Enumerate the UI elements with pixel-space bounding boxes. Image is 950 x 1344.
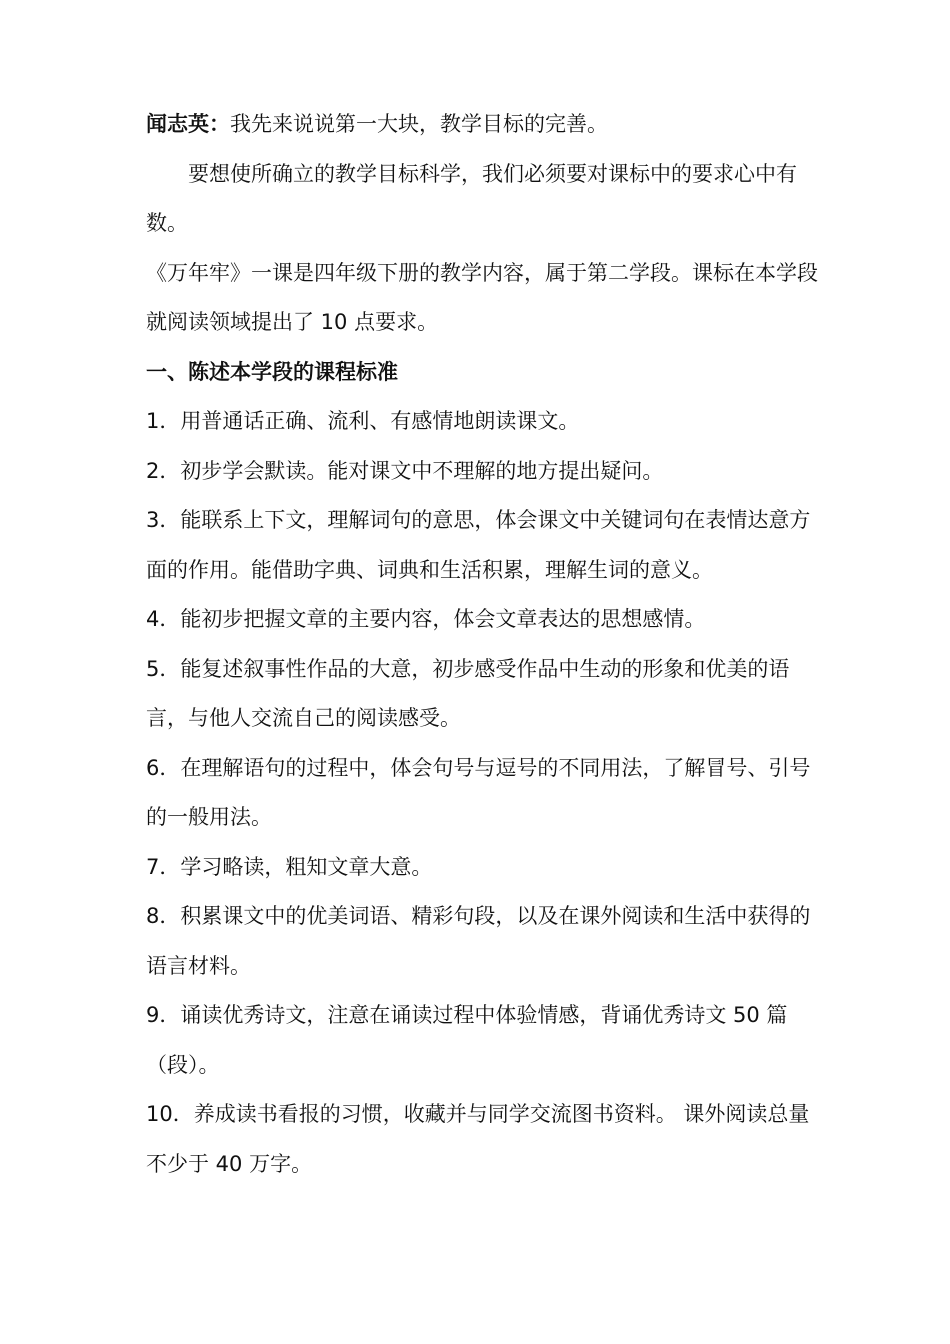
standard-item-7: 7．学习略读，粗知文章大意。	[146, 854, 433, 879]
standard-item-1: 1．用普通话正确、流利、有感情地朗读课文。	[146, 409, 580, 433]
speaker-line: 我先来说说第一大块，教学目标的完善。	[230, 112, 608, 136]
standard-item-8: 8．积累课文中的优美词语、精彩句段，以及在课外阅读和生活中获得的语言材料。	[146, 904, 811, 978]
document-body	[146, 100, 818, 1189]
standard-item-10: 10．养成读书看报的习惯，收藏并与同学交流图书资料。 课外阅读总量不少于 40 万字。	[146, 1102, 810, 1176]
standard-item-9: 9．诵读优秀诗文，注意在诵读过程中体验情感，背诵优秀诗文 50 篇（段）。	[146, 1003, 788, 1077]
intro-paragraph-2: 《万年牢》一课是四年级下册的教学内容，属于第二学段。课标在本学段就阅读领域提出了 10 点要求。	[146, 260, 818, 334]
section-heading: 一、陈述本学段的课程标准	[146, 359, 398, 384]
standard-item-4: 4．能初步把握文章的主要内容，体会文章表达的思想感情。	[146, 607, 706, 631]
speaker-name: 闻志英：	[146, 112, 230, 136]
standard-item-6: 6．在理解语句的过程中，体会句号与逗号的不同用法，了解冒号、引号的一般用法。	[146, 755, 811, 829]
standard-item-2: 2．初步学会默读。能对课文中不理解的地方提出疑问。	[146, 458, 664, 483]
speaker-paragraph	[146, 100, 818, 150]
standard-item-3: 3．能联系上下文，理解词句的意思，体会课文中关键词句在表情达意方面的作用。能借助字典、词典和生活积累，理解生词的意义。	[146, 508, 811, 582]
standard-item-5: 5．能复述叙事性作品的大意，初步感受作品中生动的形象和优美的语言，与他人交流自己的阅读感受。	[146, 656, 790, 730]
intro-paragraph-1: 要想使所确立的教学目标科学，我们必须要对课标中的要求心中有数。	[146, 161, 797, 235]
